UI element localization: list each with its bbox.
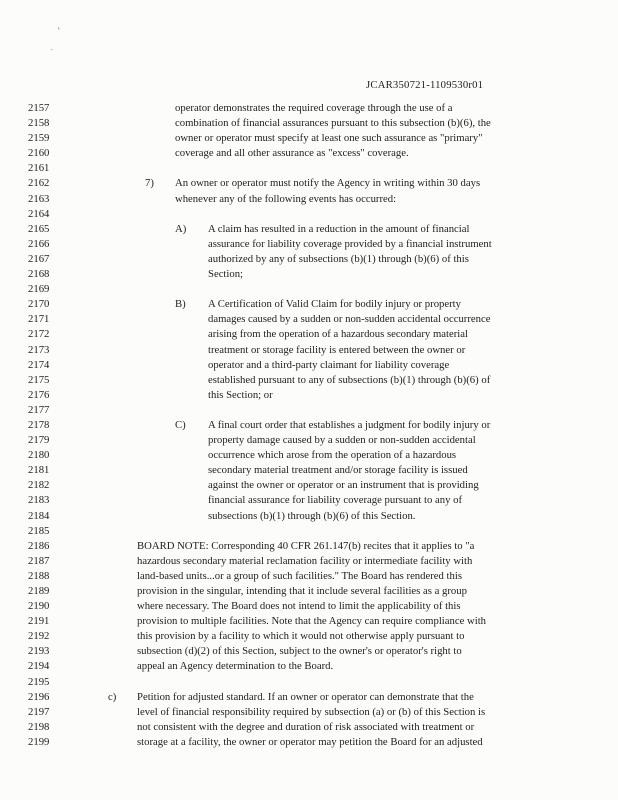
line-number: 2174 [28,358,50,371]
document-line [0,614,618,629]
document-line [0,705,618,720]
document-line [0,343,618,358]
scan-artifact: · [49,44,55,57]
line-text: coverage and all other assurance as "excess" coverage. [175,147,409,160]
document-line [0,569,618,584]
line-number: 2182 [28,479,50,492]
document-line [0,554,618,569]
document-line [0,192,618,207]
line-text: BOARD NOTE: Corresponding 40 CFR 261.147(b) recites that it applies to "a [137,539,475,552]
line-number: 2195 [28,675,50,688]
line-number: 2197 [28,705,50,718]
document-line [0,403,618,418]
line-text: combination of financial assurances pursuant to this subsection (b)(6), the [175,117,491,130]
line-text: Petition for adjusted standard. If an owner or operator can demonstrate that the [137,690,474,703]
document-line [0,629,618,644]
line-number: 2175 [28,373,50,386]
line-text: against the owner or operator or an instrument that is providing [208,479,479,492]
document-line [0,433,618,448]
list-marker: c) [108,690,117,703]
line-number: 2198 [28,720,50,733]
line-number: 2185 [28,524,50,537]
line-number: 2184 [28,509,50,522]
line-text: hazardous secondary material reclamation facility or intermediate facility with [137,554,473,567]
line-number: 2172 [28,328,50,341]
line-text: property damage caused by a sudden or non-sudden accidental [208,434,476,447]
line-number: 2170 [28,298,50,311]
line-text: damages caused by a sudden or non-sudden accidental occurrence [208,313,491,326]
line-number: 2199 [28,735,50,748]
document-line [0,675,618,690]
line-number: 2196 [28,690,50,703]
line-text: storage at a facility, the owner or operator may petition the Board for an adjusted [137,735,483,748]
line-number: 2162 [28,177,50,190]
document-line [0,463,618,478]
line-text: owner or operator must specify at least one such assurance as "primary" [175,132,483,145]
document-line [0,207,618,222]
line-text: authorized by any of subsections (b)(1) through (b)(6) of this [208,252,469,265]
document-line [0,509,618,524]
document-line [0,176,618,191]
document-line [0,373,618,388]
line-text: arising from the operation of a hazardous secondary material [208,328,468,341]
scan-artifact: ’ [56,25,64,38]
document-line [0,312,618,327]
line-text: financial assurance for liability coverage pursuant to any of [208,494,463,507]
document-line [0,524,618,539]
line-text: where necessary. The Board does not intend to limit the applicability of this [137,600,461,613]
line-text: A final court order that establishes a judgment for bodily injury or [208,418,491,431]
line-number: 2169 [28,283,50,296]
document-line [0,478,618,493]
line-text: operator demonstrates the required coverage through the use of a [175,102,453,114]
document-line [0,222,618,237]
line-number: 2157 [28,102,50,114]
line-text: An owner or operator must notify the Agency in writing within 30 days [175,177,481,190]
line-number: 2193 [28,645,50,658]
document-line [0,101,618,116]
line-number: 2167 [28,252,50,265]
document-line [0,644,618,659]
line-text: not consistent with the degree and duration of risk associated with treatment or [137,720,475,733]
line-number: 2160 [28,147,50,160]
document-line [0,418,618,433]
document-line [0,297,618,312]
line-number: 2178 [28,418,50,431]
line-text: A claim has resulted in a reduction in the amount of financial [208,222,470,235]
line-number: 2158 [28,117,50,130]
document-line [0,448,618,463]
line-text: provision to multiple facilities. Note that the Agency can require compliance with [137,615,487,628]
document-line [0,720,618,735]
document-line [0,388,618,403]
line-text: this Section; or [208,388,273,401]
line-text: established pursuant to any of subsections (b)(1) through (b)(6) of [208,373,491,386]
line-number: 2187 [28,554,50,567]
document-line [0,116,618,131]
document-line [0,735,618,750]
document-id-header: JCAR350721-1109530r01 [366,79,484,91]
line-number: 2164 [28,207,50,220]
line-text: appeal an Agency determination to the Board. [137,660,334,673]
document-lines [0,101,618,750]
document-line [0,493,618,508]
document-line [0,327,618,342]
document-line [0,237,618,252]
line-number: 2173 [28,343,50,356]
line-number: 2176 [28,388,50,401]
list-marker: C) [175,418,186,431]
line-number: 2168 [28,268,50,281]
document-line [0,252,618,267]
document-line [0,584,618,599]
line-number: 2166 [28,237,50,250]
line-text: subsection (d)(2) of this Section, subject to the owner's or operator's right to [137,645,462,658]
document-line [0,161,618,176]
line-number: 2171 [28,313,50,326]
line-text: secondary material treatment and/or storage facility is issued [208,464,468,477]
document-line [0,282,618,297]
line-text: provision in the singular, intending that it include several facilities as a group [137,585,467,597]
line-text: treatment or storage facility is entered between the owner or [208,343,466,356]
line-number: 2165 [28,222,50,235]
line-number: 2186 [28,539,50,552]
line-number: 2188 [28,569,50,582]
line-number: 2161 [28,162,50,175]
line-text: occurrence which arose from the operation of a hazardous [208,449,457,462]
line-text: A Certification of Valid Claim for bodily injury or property [208,298,461,311]
line-number: 2192 [28,630,50,643]
document-line [0,267,618,282]
document-line [0,599,618,614]
line-text: level of financial responsibility required by subsection (a) or (b) of this Section is [137,705,486,718]
list-marker: B) [175,298,186,311]
line-number: 2189 [28,585,50,597]
line-number: 2194 [28,660,50,673]
document-line [0,690,618,705]
line-number: 2180 [28,449,50,462]
list-marker: 7) [145,177,154,190]
line-text: land-based units...or a group of such facilities." The Board has rendered this [137,569,462,582]
line-number: 2179 [28,434,50,447]
line-text: operator and a third-party claimant for liability coverage [208,358,450,371]
line-number: 2183 [28,494,50,507]
line-number: 2177 [28,403,50,416]
line-number: 2163 [28,192,50,205]
document-line [0,539,618,554]
line-number: 2159 [28,132,50,145]
line-text: assurance for liability coverage provided by a financial instrument [208,237,492,250]
document-line [0,131,618,146]
line-number: 2190 [28,600,50,613]
list-marker: A) [175,222,187,235]
line-text: this provision by a facility to which it would not otherwise apply pursuant to [137,630,465,643]
document-line [0,146,618,161]
document-line [0,358,618,373]
line-number: 2191 [28,615,50,628]
line-text: whenever any of the following events has occurred: [175,192,397,205]
line-text: Section; [208,268,244,281]
line-number: 2181 [28,464,50,477]
document-line [0,659,618,674]
line-text: subsections (b)(1) through (b)(6) of this Section. [208,509,416,522]
